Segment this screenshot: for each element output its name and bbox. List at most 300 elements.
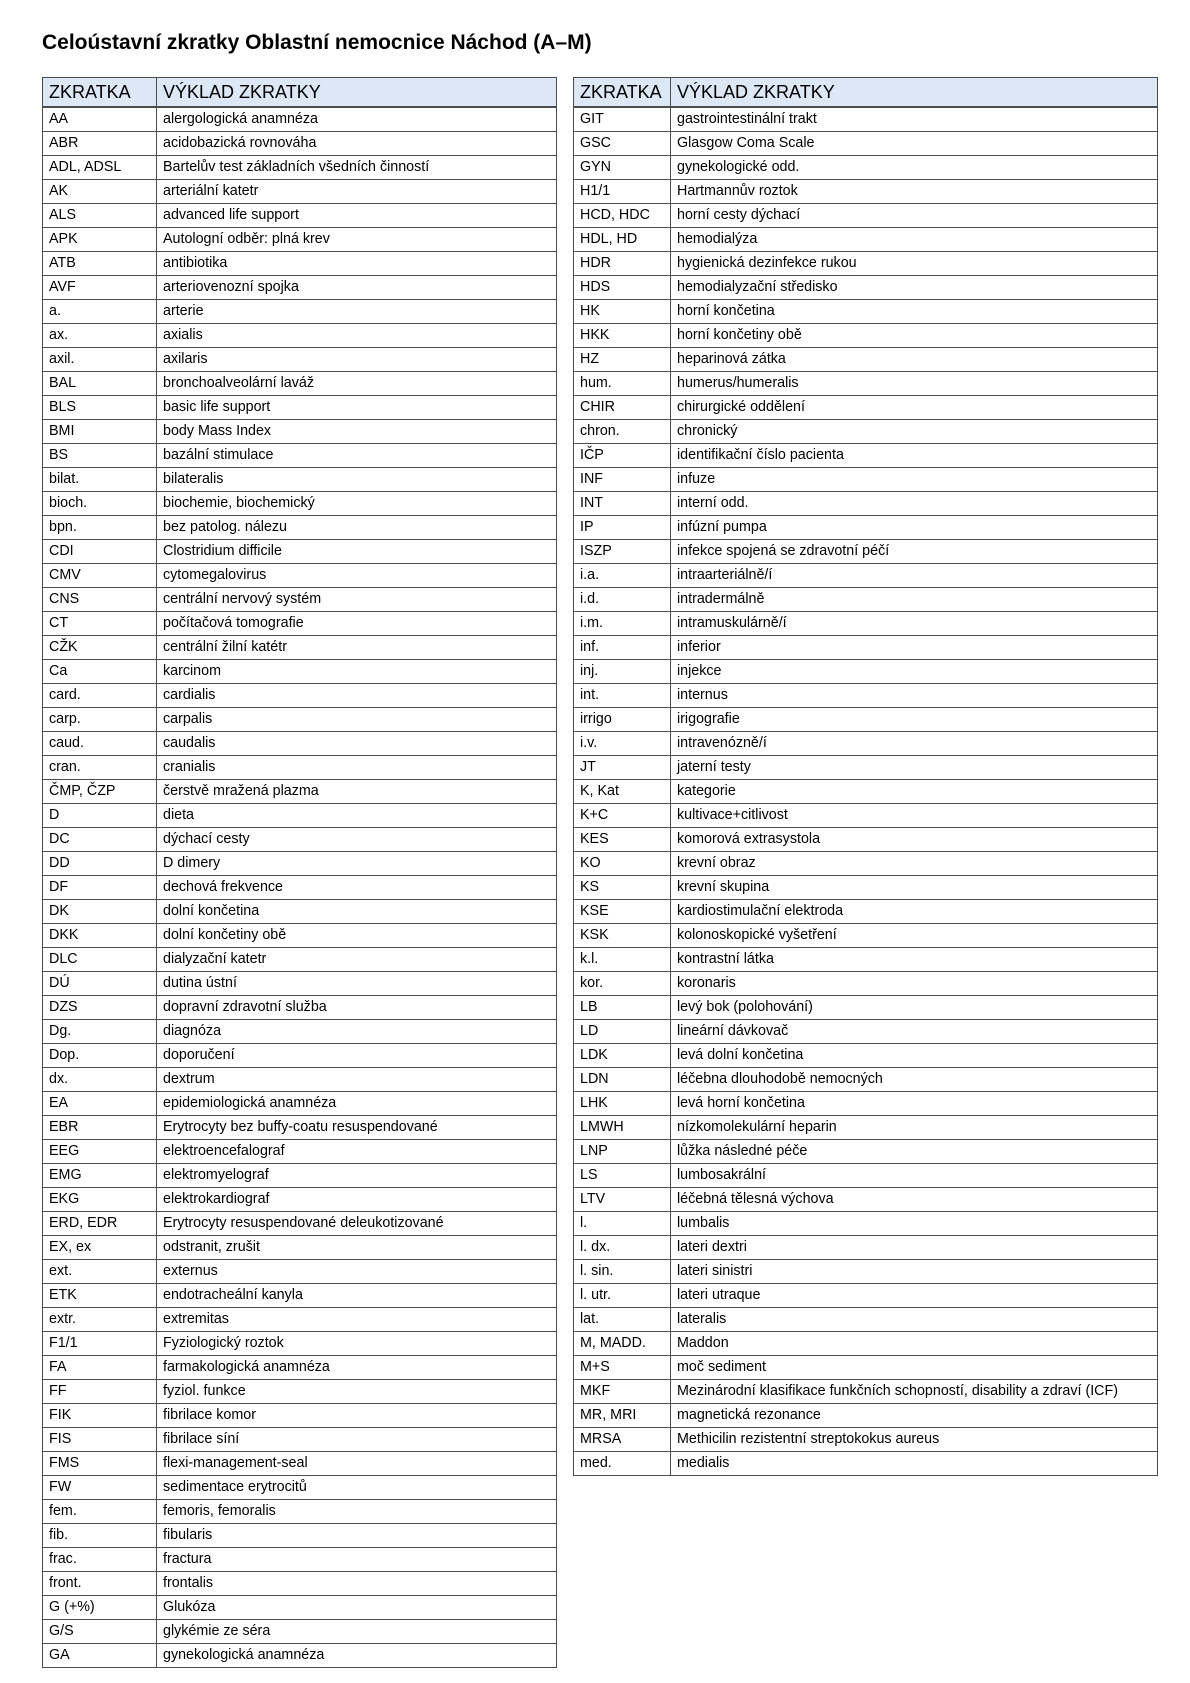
column-header-meaning: VÝKLAD ZKRATKY — [671, 78, 1158, 108]
abbreviation-cell: Ca — [43, 660, 157, 684]
abbreviation-cell: M+S — [574, 1356, 671, 1380]
meaning-cell: sedimentace erytrocitů — [157, 1476, 557, 1500]
abbreviation-cell: LDK — [574, 1044, 671, 1068]
meaning-cell: horní cesty dýchací — [671, 204, 1158, 228]
abbreviation-cell: GA — [43, 1644, 157, 1668]
table-row — [43, 180, 557, 204]
abbreviation-cell: EA — [43, 1092, 157, 1116]
table-row — [574, 804, 1158, 828]
meaning-cell: hemodialýza — [671, 228, 1158, 252]
abbreviation-cell: DD — [43, 852, 157, 876]
meaning-cell: karcinom — [157, 660, 557, 684]
abbreviation-cell: a. — [43, 300, 157, 324]
abbreviation-cell: ISZP — [574, 540, 671, 564]
column-header-meaning: VÝKLAD ZKRATKY — [157, 78, 557, 108]
meaning-cell: Methicilin rezistentní streptokokus aureus — [671, 1428, 1158, 1452]
meaning-cell: lumbosakrální — [671, 1164, 1158, 1188]
table-row — [43, 1380, 557, 1404]
table-row — [574, 1116, 1158, 1140]
abbreviation-cell: l. dx. — [574, 1236, 671, 1260]
table-row — [574, 948, 1158, 972]
table-row — [43, 324, 557, 348]
table-row — [43, 492, 557, 516]
abbreviation-cell: bpn. — [43, 516, 157, 540]
meaning-cell: intradermálně — [671, 588, 1158, 612]
abbreviation-cell: carp. — [43, 708, 157, 732]
meaning-cell: centrální nervový systém — [157, 588, 557, 612]
abbreviation-cell: K+C — [574, 804, 671, 828]
table-row — [43, 276, 557, 300]
meaning-cell: lateri utraque — [671, 1284, 1158, 1308]
abbreviation-cell: int. — [574, 684, 671, 708]
abbreviation-cell: INF — [574, 468, 671, 492]
table-row — [43, 588, 557, 612]
meaning-cell: advanced life support — [157, 204, 557, 228]
meaning-cell: Erytrocyty resuspendované deleukotizované — [157, 1212, 557, 1236]
table-row — [43, 1308, 557, 1332]
abbreviation-cell: inf. — [574, 636, 671, 660]
abbreviation-cell: AVF — [43, 276, 157, 300]
table-row — [574, 1092, 1158, 1116]
meaning-cell: cranialis — [157, 756, 557, 780]
table-row — [574, 1044, 1158, 1068]
abbreviation-cell: BS — [43, 444, 157, 468]
table-row — [574, 1140, 1158, 1164]
table-row — [574, 1236, 1158, 1260]
meaning-cell: interní odd. — [671, 492, 1158, 516]
table-row — [574, 107, 1158, 132]
abbreviation-cell: HZ — [574, 348, 671, 372]
table-row — [574, 1164, 1158, 1188]
table-header-row — [43, 78, 557, 108]
table-row — [43, 756, 557, 780]
table-row — [43, 540, 557, 564]
meaning-cell: intravenózně/í — [671, 732, 1158, 756]
table-row — [574, 132, 1158, 156]
table-row — [43, 924, 557, 948]
abbreviation-cell: H1/1 — [574, 180, 671, 204]
table-row — [574, 1380, 1158, 1404]
meaning-cell: levý bok (polohování) — [671, 996, 1158, 1020]
meaning-cell: axilaris — [157, 348, 557, 372]
meaning-cell: gynekologická anamnéza — [157, 1644, 557, 1668]
table-row — [43, 1332, 557, 1356]
table-row — [574, 564, 1158, 588]
meaning-cell: levá horní končetina — [671, 1092, 1158, 1116]
abbreviation-cell: KS — [574, 876, 671, 900]
table-row — [574, 1212, 1158, 1236]
meaning-cell: Hartmannův roztok — [671, 180, 1158, 204]
meaning-cell: injekce — [671, 660, 1158, 684]
abbreviation-cell: l. — [574, 1212, 671, 1236]
table-row — [574, 1308, 1158, 1332]
meaning-cell: Clostridium difficile — [157, 540, 557, 564]
meaning-cell: intramuskulárně/í — [671, 612, 1158, 636]
table-row — [43, 1500, 557, 1524]
abbreviation-cell: i.v. — [574, 732, 671, 756]
abbreviation-cell: dx. — [43, 1068, 157, 1092]
meaning-cell: intraarteriálně/í — [671, 564, 1158, 588]
table-row — [574, 924, 1158, 948]
abbreviation-cell: DC — [43, 828, 157, 852]
meaning-cell: Mezinárodní klasifikace funkčních schopností, disability a zdraví (ICF) — [671, 1380, 1158, 1404]
table-row — [574, 972, 1158, 996]
abbreviation-cell: M, MADD. — [574, 1332, 671, 1356]
table-row — [574, 1068, 1158, 1092]
table-row — [43, 828, 557, 852]
table-row — [43, 780, 557, 804]
meaning-cell: dextrum — [157, 1068, 557, 1092]
meaning-cell: čerstvě mražená plazma — [157, 780, 557, 804]
table-row — [43, 1020, 557, 1044]
abbreviation-cell: HK — [574, 300, 671, 324]
abbreviation-cell: LTV — [574, 1188, 671, 1212]
meaning-cell: dolní končetina — [157, 900, 557, 924]
table-row — [574, 852, 1158, 876]
table-row — [43, 204, 557, 228]
abbreviation-cell: i.a. — [574, 564, 671, 588]
table-row — [574, 540, 1158, 564]
table-row — [574, 300, 1158, 324]
table-row — [574, 444, 1158, 468]
meaning-cell: D dimery — [157, 852, 557, 876]
meaning-cell: humerus/humeralis — [671, 372, 1158, 396]
abbreviation-cell: ADL, ADSL — [43, 156, 157, 180]
meaning-cell: krevní obraz — [671, 852, 1158, 876]
abbreviation-cell: LNP — [574, 1140, 671, 1164]
abbreviation-cell: K, Kat — [574, 780, 671, 804]
table-row — [574, 396, 1158, 420]
table-row — [43, 612, 557, 636]
abbreviation-cell: fib. — [43, 1524, 157, 1548]
table-row — [43, 348, 557, 372]
table-row — [43, 660, 557, 684]
table-row — [574, 492, 1158, 516]
meaning-cell: lateri dextri — [671, 1236, 1158, 1260]
meaning-cell: kategorie — [671, 780, 1158, 804]
table-row — [574, 252, 1158, 276]
table-row — [43, 1044, 557, 1068]
table-row — [43, 107, 557, 132]
abbreviation-cell: KSK — [574, 924, 671, 948]
abbreviation-cell: LDN — [574, 1068, 671, 1092]
table-row — [43, 1404, 557, 1428]
meaning-cell: Glasgow Coma Scale — [671, 132, 1158, 156]
abbreviation-cell: GSC — [574, 132, 671, 156]
table-row — [574, 1260, 1158, 1284]
meaning-cell: infuze — [671, 468, 1158, 492]
abbreviation-cell: i.d. — [574, 588, 671, 612]
meaning-cell: hygienická dezinfekce rukou — [671, 252, 1158, 276]
table-row — [43, 1524, 557, 1548]
meaning-cell: elektroencefalograf — [157, 1140, 557, 1164]
table-row — [43, 636, 557, 660]
abbreviation-cell: ABR — [43, 132, 157, 156]
meaning-cell: kontrastní látka — [671, 948, 1158, 972]
meaning-cell: chirurgické oddělení — [671, 396, 1158, 420]
abbreviation-cell: EMG — [43, 1164, 157, 1188]
abbreviation-cell: LB — [574, 996, 671, 1020]
table-row — [574, 876, 1158, 900]
meaning-cell: kardiostimulační elektroda — [671, 900, 1158, 924]
abbreviation-cell: hum. — [574, 372, 671, 396]
table-row — [574, 756, 1158, 780]
meaning-cell: dechová frekvence — [157, 876, 557, 900]
meaning-cell: alergologická anamnéza — [157, 107, 557, 132]
abbreviation-cell: APK — [43, 228, 157, 252]
table-row — [43, 1596, 557, 1620]
abbreviation-cell: IP — [574, 516, 671, 540]
meaning-cell: carpalis — [157, 708, 557, 732]
meaning-cell: horní končetiny obě — [671, 324, 1158, 348]
table-row — [574, 636, 1158, 660]
meaning-cell: biochemie, biochemický — [157, 492, 557, 516]
meaning-cell: doporučení — [157, 1044, 557, 1068]
meaning-cell: Erytrocyty bez buffy-coatu resuspendované — [157, 1116, 557, 1140]
meaning-cell: glykémie ze séra — [157, 1620, 557, 1644]
meaning-cell: fractura — [157, 1548, 557, 1572]
meaning-cell: infekce spojená se zdravotní péčí — [671, 540, 1158, 564]
abbreviation-cell: AA — [43, 107, 157, 132]
meaning-cell: infúzní pumpa — [671, 516, 1158, 540]
abbreviation-cell: DZS — [43, 996, 157, 1020]
meaning-cell: léčebná tělesná výchova — [671, 1188, 1158, 1212]
table-row — [43, 156, 557, 180]
abbreviation-cell: FIK — [43, 1404, 157, 1428]
abbreviation-cell: FW — [43, 1476, 157, 1500]
table-row — [574, 468, 1158, 492]
abbreviation-cell: HCD, HDC — [574, 204, 671, 228]
table-row — [574, 1428, 1158, 1452]
table-row — [43, 876, 557, 900]
meaning-cell: dieta — [157, 804, 557, 828]
table-row — [574, 660, 1158, 684]
table-row — [43, 564, 557, 588]
table-row — [43, 1236, 557, 1260]
table-row — [574, 1332, 1158, 1356]
meaning-cell: odstranit, zrušit — [157, 1236, 557, 1260]
meaning-cell: lateralis — [671, 1308, 1158, 1332]
abbreviation-cell: INT — [574, 492, 671, 516]
abbreviation-cell: card. — [43, 684, 157, 708]
abbreviation-cell: CT — [43, 612, 157, 636]
abbreviation-table-left — [42, 77, 557, 1668]
abbreviation-cell: LHK — [574, 1092, 671, 1116]
abbreviation-table-right — [573, 77, 1158, 1476]
abbreviation-cell: MKF — [574, 1380, 671, 1404]
meaning-cell: cardialis — [157, 684, 557, 708]
meaning-cell: dopravní zdravotní služba — [157, 996, 557, 1020]
table-row — [574, 588, 1158, 612]
table-row — [574, 780, 1158, 804]
meaning-cell: moč sediment — [671, 1356, 1158, 1380]
abbreviation-cell: HKK — [574, 324, 671, 348]
column-header-abbreviation: ZKRATKA — [43, 78, 157, 108]
meaning-cell: flexi-management-seal — [157, 1452, 557, 1476]
abbreviation-cell: D — [43, 804, 157, 828]
meaning-cell: irigografie — [671, 708, 1158, 732]
table-row — [43, 684, 557, 708]
table-row — [43, 1644, 557, 1668]
table-row — [43, 1476, 557, 1500]
meaning-cell: chronický — [671, 420, 1158, 444]
abbreviation-cell: bioch. — [43, 492, 157, 516]
abbreviation-cell: ETK — [43, 1284, 157, 1308]
meaning-cell: fibrilace síní — [157, 1428, 557, 1452]
abbreviation-cell: ax. — [43, 324, 157, 348]
abbreviation-cell: ATB — [43, 252, 157, 276]
table-row — [43, 1452, 557, 1476]
abbreviation-cell: LMWH — [574, 1116, 671, 1140]
abbreviation-cell: KSE — [574, 900, 671, 924]
meaning-cell: lateri sinistri — [671, 1260, 1158, 1284]
meaning-cell: arterie — [157, 300, 557, 324]
abbreviation-cell: HDS — [574, 276, 671, 300]
table-row — [43, 468, 557, 492]
meaning-cell: počítačová tomografie — [157, 612, 557, 636]
meaning-cell: inferior — [671, 636, 1158, 660]
meaning-cell: bronchoalveolární laváž — [157, 372, 557, 396]
abbreviation-cell: G (+%) — [43, 1596, 157, 1620]
table-row — [43, 1140, 557, 1164]
abbreviation-cell: caud. — [43, 732, 157, 756]
table-row — [43, 1068, 557, 1092]
meaning-cell: internus — [671, 684, 1158, 708]
meaning-cell: lůžka následné péče — [671, 1140, 1158, 1164]
abbreviation-cell: chron. — [574, 420, 671, 444]
abbreviation-cell: bilat. — [43, 468, 157, 492]
meaning-cell: basic life support — [157, 396, 557, 420]
table-row — [43, 1620, 557, 1644]
abbreviation-cell: kor. — [574, 972, 671, 996]
meaning-cell: dialyzační katetr — [157, 948, 557, 972]
table-row — [574, 324, 1158, 348]
abbreviation-cell: l. utr. — [574, 1284, 671, 1308]
meaning-cell: medialis — [671, 1452, 1158, 1476]
meaning-cell: lineární dávkovač — [671, 1020, 1158, 1044]
meaning-cell: kultivace+citlivost — [671, 804, 1158, 828]
abbreviation-cell: EX, ex — [43, 1236, 157, 1260]
table-row — [574, 1284, 1158, 1308]
abbreviation-cell: AK — [43, 180, 157, 204]
abbreviation-cell: irrigo — [574, 708, 671, 732]
meaning-cell: centrální žilní katétr — [157, 636, 557, 660]
meaning-cell: identifikační číslo pacienta — [671, 444, 1158, 468]
meaning-cell: elektromyelograf — [157, 1164, 557, 1188]
meaning-cell: caudalis — [157, 732, 557, 756]
abbreviation-cell: fem. — [43, 1500, 157, 1524]
table-row — [574, 612, 1158, 636]
abbreviation-cell: EKG — [43, 1188, 157, 1212]
abbreviation-cell: CMV — [43, 564, 157, 588]
meaning-cell: farmakologická anamnéza — [157, 1356, 557, 1380]
meaning-cell: dolní končetiny obě — [157, 924, 557, 948]
meaning-cell: epidemiologická anamnéza — [157, 1092, 557, 1116]
table-row — [43, 1428, 557, 1452]
table-row — [43, 1572, 557, 1596]
abbreviation-cell: front. — [43, 1572, 157, 1596]
abbreviation-cell: LD — [574, 1020, 671, 1044]
table-row — [43, 132, 557, 156]
table-row — [574, 708, 1158, 732]
abbreviation-cell: ext. — [43, 1260, 157, 1284]
table-row — [43, 1260, 557, 1284]
table-row — [574, 348, 1158, 372]
abbreviation-cell: KES — [574, 828, 671, 852]
table-row — [43, 516, 557, 540]
abbreviation-cell: GIT — [574, 107, 671, 132]
abbreviation-cell: DK — [43, 900, 157, 924]
abbreviation-cell: frac. — [43, 1548, 157, 1572]
table-header-row — [574, 78, 1158, 108]
abbreviation-cell: DF — [43, 876, 157, 900]
abbreviation-cell: i.m. — [574, 612, 671, 636]
abbreviation-cell: G/S — [43, 1620, 157, 1644]
meaning-cell: externus — [157, 1260, 557, 1284]
meaning-cell: hemodialyzační středisko — [671, 276, 1158, 300]
abbreviation-cell: JT — [574, 756, 671, 780]
meaning-cell: bilateralis — [157, 468, 557, 492]
table-row — [574, 1188, 1158, 1212]
meaning-cell: Bartelův test základních všedních činností — [157, 156, 557, 180]
meaning-cell: Glukóza — [157, 1596, 557, 1620]
table-row — [43, 1356, 557, 1380]
table-row — [43, 300, 557, 324]
abbreviation-cell: extr. — [43, 1308, 157, 1332]
table-row — [574, 900, 1158, 924]
meaning-cell: extremitas — [157, 1308, 557, 1332]
table-row — [43, 396, 557, 420]
abbreviation-cell: CDI — [43, 540, 157, 564]
meaning-cell: fyziol. funkce — [157, 1380, 557, 1404]
meaning-cell: arteriovenozní spojka — [157, 276, 557, 300]
table-row — [574, 228, 1158, 252]
meaning-cell: body Mass Index — [157, 420, 557, 444]
abbreviation-cell: HDL, HD — [574, 228, 671, 252]
column-header-abbreviation: ZKRATKA — [574, 78, 671, 108]
abbreviation-cell: EBR — [43, 1116, 157, 1140]
meaning-cell: krevní skupina — [671, 876, 1158, 900]
table-row — [43, 708, 557, 732]
abbreviation-cell: F1/1 — [43, 1332, 157, 1356]
abbreviation-cell: CHIR — [574, 396, 671, 420]
abbreviation-cell: Dg. — [43, 1020, 157, 1044]
table-row — [43, 1092, 557, 1116]
abbreviation-cell: FF — [43, 1380, 157, 1404]
abbreviation-cell: ČMP, ČZP — [43, 780, 157, 804]
abbreviation-cell: BMI — [43, 420, 157, 444]
meaning-cell: jaterní testy — [671, 756, 1158, 780]
table-row — [574, 204, 1158, 228]
table-row — [43, 804, 557, 828]
abbreviation-cell: med. — [574, 1452, 671, 1476]
meaning-cell: fibularis — [157, 1524, 557, 1548]
table-row — [43, 1284, 557, 1308]
table-row — [43, 948, 557, 972]
table-row — [574, 180, 1158, 204]
abbreviation-cell: CNS — [43, 588, 157, 612]
abbreviation-cell: DLC — [43, 948, 157, 972]
table-row — [43, 444, 557, 468]
meaning-cell: dýchací cesty — [157, 828, 557, 852]
abbreviation-cell: MRSA — [574, 1428, 671, 1452]
meaning-cell: arteriální katetr — [157, 180, 557, 204]
table-row — [574, 684, 1158, 708]
table-row — [43, 1548, 557, 1572]
table-row — [43, 852, 557, 876]
table-row — [574, 420, 1158, 444]
meaning-cell: lumbalis — [671, 1212, 1158, 1236]
